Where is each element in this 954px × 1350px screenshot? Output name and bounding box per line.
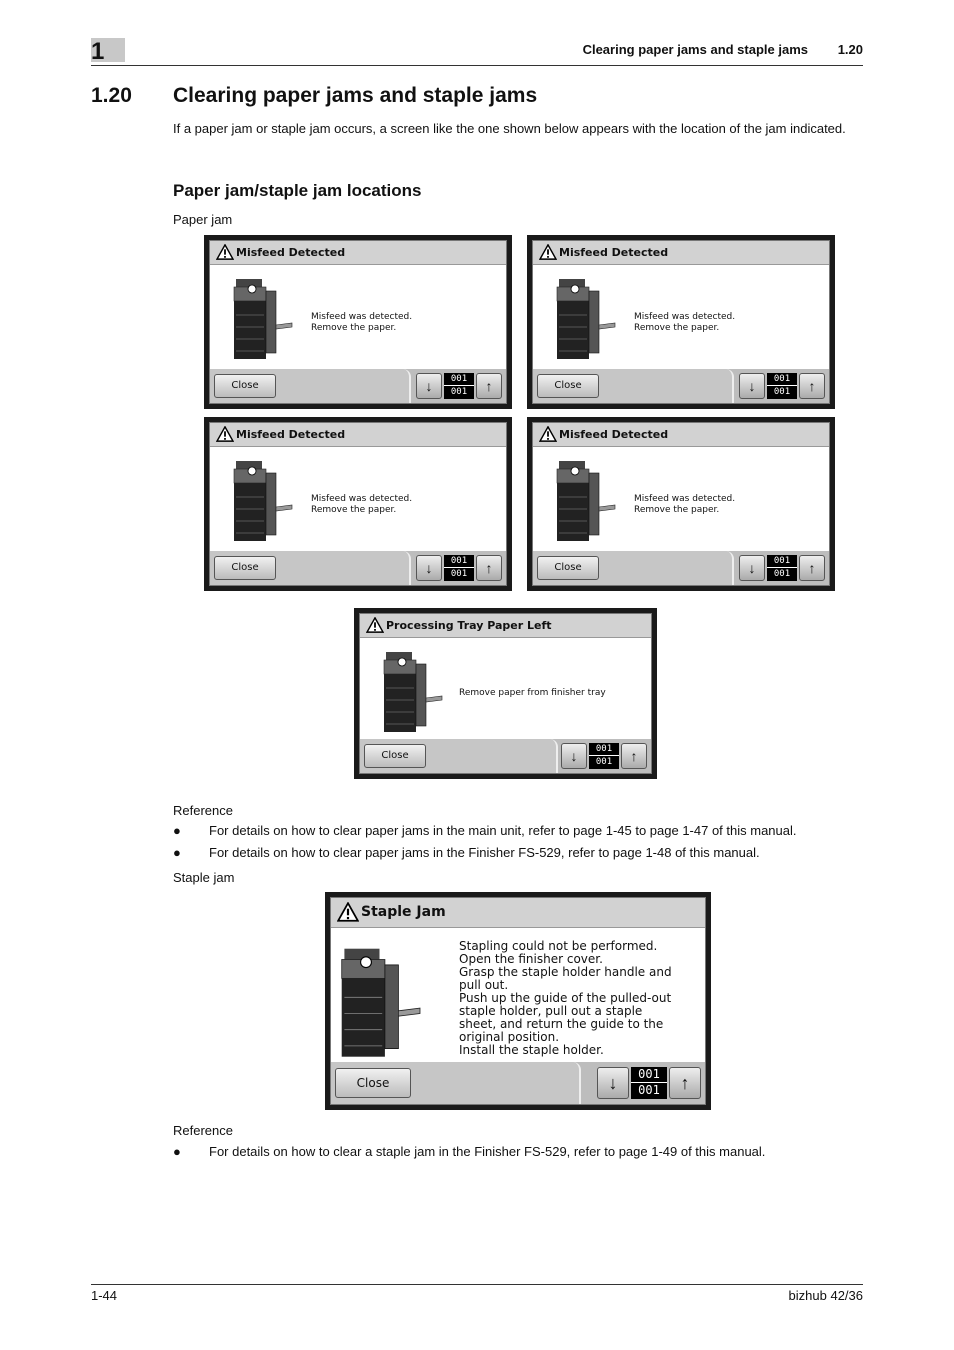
copier-illustration-icon	[555, 459, 625, 550]
bullet-dot: ●	[173, 1144, 181, 1159]
close-button[interactable]: Close	[214, 556, 276, 580]
page-title	[91, 84, 538, 108]
down-arrow-button[interactable]: ↓	[561, 743, 587, 769]
bullet-text: For details on how to clear paper jams in the main unit, refer to page 1-45 to page 1-47 of this manual.	[209, 823, 797, 838]
screen-titlebar	[533, 241, 829, 265]
warning-icon	[337, 902, 359, 922]
subheading: Paper jam/staple jam locations	[173, 181, 422, 200]
copier-illustration-icon	[382, 650, 452, 741]
screen-title: Processing Tray Paper Left	[386, 619, 552, 632]
bullet-dot: ●	[173, 823, 181, 838]
screen-bottom-bar	[331, 1062, 705, 1104]
screen-titlebar	[210, 423, 506, 447]
screen-body	[209, 422, 507, 586]
up-arrow-button[interactable]: ↑	[476, 555, 502, 581]
screen-bottom-bar	[360, 739, 651, 773]
button-well	[533, 551, 734, 585]
counter-current: 001	[638, 1067, 660, 1081]
screen-body	[359, 613, 652, 774]
copier-illustration-icon	[555, 277, 625, 368]
counter-current: 001	[595, 744, 613, 754]
counter-current: 001	[773, 556, 791, 566]
misfeed-screen-3	[204, 417, 512, 591]
close-button[interactable]: Close	[335, 1068, 411, 1098]
button-well	[210, 551, 411, 585]
screen-message: Stapling could not be performed. Open the finisher cover. Grasp the staple holder handle and pull out. Push up the guide of the pulled-out staple holder, pull out a staple sheet, and return the guide to the original position. Install the staple holder.	[459, 939, 672, 1057]
button-well	[360, 739, 558, 773]
copier-illustration-icon	[339, 946, 434, 1067]
bullet-dot: ●	[173, 845, 181, 860]
screen-message: Misfeed was detected. Remove the paper.	[311, 312, 413, 333]
up-arrow-button[interactable]: ↑	[669, 1067, 701, 1099]
screen-title: Misfeed Detected	[559, 428, 669, 441]
close-button[interactable]: Close	[537, 374, 599, 398]
down-arrow-button[interactable]: ↓	[416, 373, 442, 399]
header-section: 1.20	[837, 42, 863, 57]
staple-jam-screen	[325, 892, 711, 1110]
misfeed-screen-1	[204, 235, 512, 409]
paper-jam-label: Paper jam	[173, 212, 233, 227]
misfeed-screen-4	[527, 417, 835, 591]
screen-body	[532, 422, 830, 586]
button-well	[210, 369, 411, 403]
page-counter	[767, 555, 797, 581]
screen-bottom-bar	[210, 551, 506, 585]
header-divider	[91, 65, 863, 66]
counter-total: 001	[767, 385, 797, 398]
copier-illustration-icon	[232, 277, 302, 368]
counter-current: 001	[450, 374, 468, 384]
copier-illustration-icon	[232, 459, 302, 550]
screen-bottom-bar	[533, 551, 829, 585]
screen-title: Staple Jam	[361, 904, 446, 920]
counter-total: 001	[589, 755, 619, 768]
section-title: Clearing paper jams and staple jams	[173, 84, 538, 107]
screen-bottom-bar	[533, 369, 829, 403]
screen-body	[330, 897, 706, 1105]
header-title: Clearing paper jams and staple jams	[582, 42, 808, 57]
screen-title: Misfeed Detected	[236, 428, 346, 441]
screen-titlebar	[210, 241, 506, 265]
warning-icon	[216, 244, 234, 260]
down-arrow-button[interactable]: ↓	[416, 555, 442, 581]
up-arrow-button[interactable]: ↑	[621, 743, 647, 769]
footer-divider	[91, 1284, 863, 1285]
up-arrow-button[interactable]: ↑	[799, 373, 825, 399]
counter-total: 001	[767, 567, 797, 580]
page-counter	[444, 373, 474, 399]
page-counter	[767, 373, 797, 399]
counter-total: 001	[444, 385, 474, 398]
down-arrow-button[interactable]: ↓	[597, 1067, 629, 1099]
section-number: 1.20	[91, 84, 132, 107]
button-well	[533, 369, 734, 403]
counter-current: 001	[450, 556, 468, 566]
screen-titlebar	[533, 423, 829, 447]
page-counter	[631, 1067, 667, 1099]
button-well	[331, 1062, 581, 1104]
screen-body	[209, 240, 507, 404]
bullet-text: For details on how to clear paper jams in the Finisher FS-529, refer to page 1-48 of this manual.	[209, 845, 760, 860]
down-arrow-button[interactable]: ↓	[739, 373, 765, 399]
reference-label-1: Reference	[173, 803, 233, 818]
screen-title: Misfeed Detected	[236, 246, 346, 259]
close-button[interactable]: Close	[537, 556, 599, 580]
up-arrow-button[interactable]: ↑	[799, 555, 825, 581]
counter-current: 001	[773, 374, 791, 384]
bullet-text: For details on how to clear a staple jam in the Finisher FS-529, refer to page 1-49 of this manual.	[209, 1144, 766, 1159]
counter-total: 001	[631, 1082, 667, 1098]
page-counter	[589, 743, 619, 769]
reference-label-2: Reference	[173, 1123, 233, 1138]
chapter-number-box	[91, 38, 125, 65]
misfeed-screen-2	[527, 235, 835, 409]
close-button[interactable]: Close	[364, 744, 426, 768]
screen-message: Misfeed was detected. Remove the paper.	[634, 312, 736, 333]
screen-message: Misfeed was detected. Remove the paper.	[634, 494, 736, 515]
up-arrow-button[interactable]: ↑	[476, 373, 502, 399]
screen-message: Remove paper from finisher tray	[459, 688, 606, 698]
warning-icon	[216, 426, 234, 442]
screen-title: Misfeed Detected	[559, 246, 669, 259]
screen-bottom-bar	[210, 369, 506, 403]
warning-icon	[366, 617, 384, 633]
warning-icon	[539, 426, 557, 442]
processing-tray-screen	[354, 608, 657, 779]
screen-message: Misfeed was detected. Remove the paper.	[311, 494, 413, 515]
product-name: bizhub 42/36	[788, 1288, 863, 1303]
warning-icon	[539, 244, 557, 260]
screen-body	[532, 240, 830, 404]
staple-jam-label: Staple jam	[173, 870, 235, 885]
chapter-number: 1	[91, 38, 105, 65]
down-arrow-button[interactable]: ↓	[739, 555, 765, 581]
screen-titlebar	[331, 898, 705, 928]
counter-total: 001	[444, 567, 474, 580]
page-number: 1-44	[91, 1288, 118, 1303]
close-button[interactable]: Close	[214, 374, 276, 398]
intro-paragraph: If a paper jam or staple jam occurs, a screen like the one shown below appears with the location of the jam indicated.	[173, 121, 846, 136]
page-counter	[444, 555, 474, 581]
screen-titlebar	[360, 614, 651, 638]
